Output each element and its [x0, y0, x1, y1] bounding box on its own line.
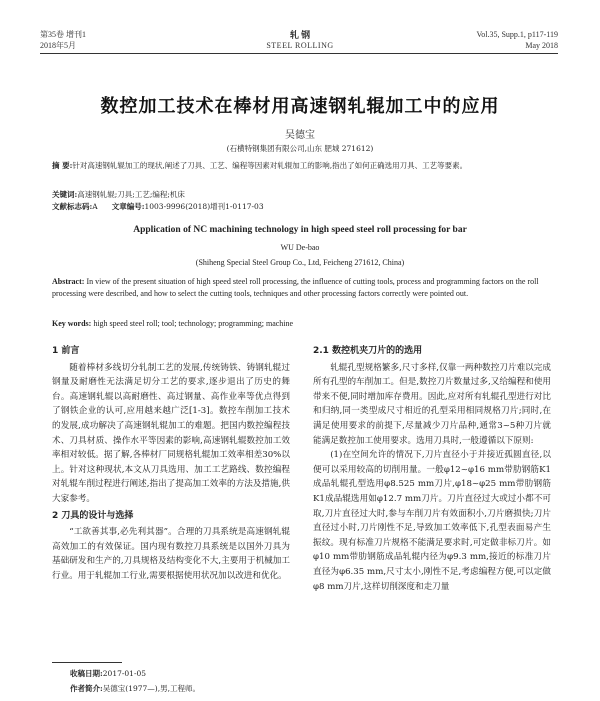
abstract-en-text: In view of the present situation of high speed steel roll processing, the influence of cutting tools, process and programming factors on the roll processing were described, and how to select the cutting tools, techniques and other processing factors correctly were pointed out. — [52, 277, 539, 298]
journal-name-cn: 轧 钢 — [289, 30, 311, 40]
clc-value: A — [92, 202, 98, 211]
section-2-body: “工欲善其事,必先利其器”。合理的刀具系统是高速钢轧辊高效加工的有效保证。国内现有数控刀具系统是以国外刀具为基础研发和生产的,刀具规格及结构变化不大,主要用于机械加工行业。用于轧辊加工行业,需要根据使用状况加以改进和优化。 — [52, 527, 290, 581]
keywords-cn-text: 高速钢轧辊;刀具;工艺;编程;机床 — [77, 190, 185, 199]
article-meta-cn — [52, 201, 552, 212]
keywords-cn-label: 关键词: — [52, 190, 78, 199]
bio-label: 作者简介: — [70, 684, 103, 693]
author-en: WU De-bao — [280, 243, 320, 252]
footnote-bio — [70, 682, 200, 695]
keywords-en-text: high speed steel roll; tool; technology; programming; machine — [93, 319, 294, 328]
right-column — [313, 344, 551, 696]
journal-pages: Vol.35, Supp.1, p117-119 — [476, 30, 558, 39]
bio-text: 吴德宝(1977—),男,工程师。 — [102, 684, 200, 693]
journal-volume: 第35卷 增刊1 — [40, 30, 86, 39]
affiliation-cn: (石横特钢集团有限公司,山东 肥城 271612) — [226, 144, 374, 153]
article-no-value: 1003-9996(2018)增刊1-0117-03 — [144, 202, 264, 211]
section-2-heading: 2 刀具的设计与选择 — [52, 510, 134, 521]
journal-date: 2018年5月 — [40, 41, 76, 50]
keywords-en — [52, 318, 552, 330]
author-cn: 吴德宝 — [285, 130, 315, 141]
article-no-label: 文章编号: — [111, 202, 145, 211]
section-1-body: 随着棒材多线切分轧制工艺的发展,传统铸铁、铸钢轧辊过钢量及耐磨性无法满足切分工艺的要求,逐步退出了历史的舞台。高速钢轧辊以高耐磨性、高过钢量、高作业率等优点得到了钢铁企业的认可,应用越来越广泛[1-3]。数控车削加工技术的发展,成功解决了高速钢轧辊加工的难题。把国内数控编程技术、刀具材质、操作水平等因素的影响,高速钢轧辊数控加工效率相对较低。据了解,各棒材厂同规格轧辊加工效率相差30%以上。针对这种现状,本文从刀具选用、加工工艺路线、数控编程对轧辊车削过程进行阐述,指出了提高加工效率的方法及措施,供大家参考。 — [52, 362, 290, 504]
abstract-en — [52, 276, 552, 314]
footnote-rule — [52, 662, 122, 663]
affiliation-en: (Shiheng Special Steel Group Co., Ltd, Feicheng 271612, China) — [195, 258, 405, 267]
title-cn: 数控加工技术在棒材用高速钢轧辊加工中的应用 — [100, 96, 500, 117]
abstract-cn-label: 摘 要: — [52, 161, 73, 170]
footnote-received — [70, 667, 146, 680]
received-date: 2017-01-05 — [102, 669, 147, 678]
abstract-cn — [52, 160, 552, 171]
title-en: Application of NC machining technology in high speed steel roll processing for bar — [133, 225, 467, 235]
clc-label: 文献标志码: — [52, 202, 93, 211]
header-rule — [40, 53, 558, 54]
section-2-1-point-1: (1)在空间允许的情况下,刀片直径小于并接近孤圆直径,以便可以采用较高的切削用量。一般φ12~φ16 mm带肋钢筋K1成品轧辊孔型选用φ8.525 mm刀片,φ18~φ25 mm带肋钢筋K1成品辊选用如φ12.7 mm刀片。刀片直径过大或过小都不可取,刀片直径过大时,参与车削刀片有效面积小,刀片磨损快;刀片直径过小时,刀片刚性不足,导致加工效率低下,孔型表面易产生振纹。现有标准刀片规格不能满足要求时,可定做非标刀片。如φ10 mm带肋钢筋成品轧辊内径为φ9.3 mm,接近的标准刀片直径为φ6.35 mm,尺寸太小,刚性不足,考虑编程方便,可以定做φ8 mm刀片,这样切削深度和走刀量 — [313, 450, 551, 592]
left-column — [52, 344, 290, 584]
section-1-heading: 1 前言 — [52, 346, 80, 356]
abstract-en-label: Abstract: — [52, 277, 85, 286]
journal-month: May 2018 — [525, 41, 558, 50]
section-2-1-heading: 2.1 数控机夹刀片的的选用 — [313, 346, 423, 356]
received-label: 收稿日期: — [70, 669, 103, 678]
keywords-en-label: Key words: — [52, 319, 92, 328]
section-2-1-body: 轧辊孔型规格繁多,尺寸多样,仅靠一两种数控刀片难以完成所有孔型的车削加工。但是,数控刀片数量过多,又给编程和使用带来不便,同时增加库存费用。因此,应对所有轧辊孔型进行对比和归纳,同一类型成尺寸相近的孔型采用相同规格刀片;同时,在满足使用要求的前提下,尽量减少刀片品种,通常3~5种刀片就能满足数控加工使用要求。选用刀具时,一般遵循以下原则: — [313, 362, 551, 446]
keywords-cn — [52, 189, 552, 200]
abstract-cn-text: 针对高速钢轧辊加工的现状,阐述了刀具、工艺、编程等因素对轧辊加工的影响,指出了如何正确选用刀具、工艺等要素。 — [72, 161, 468, 170]
journal-name-en: STEEL ROLLING — [266, 41, 334, 50]
